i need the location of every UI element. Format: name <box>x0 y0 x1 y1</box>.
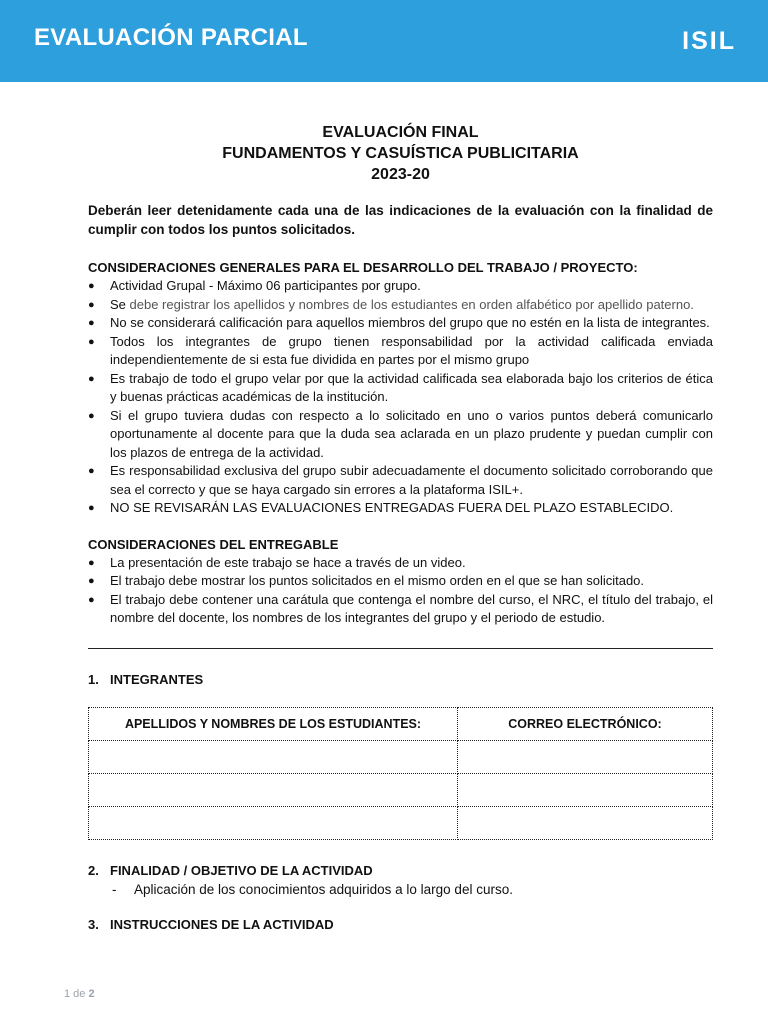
list-item: ● El trabajo debe contener una carátula que contenga el nombre del curso, el NRC, el título del trabajo, el nombre del docente, los nombres de los integrantes del grupo y el periodo de estudio. <box>88 591 713 625</box>
intro-paragraph: Deberán leer detenidamente cada una de las indicaciones de la evaluación con la finalidad de cumplir con todos los puntos solicitados. <box>88 203 713 237</box>
page-header <box>0 0 768 82</box>
section-number: 3. <box>88 916 99 932</box>
student-name-cell[interactable] <box>89 806 458 839</box>
students-name-header: APELLIDOS Y NOMBRES DE LOS ESTUDIANTES: <box>89 707 458 740</box>
document-body <box>88 122 713 934</box>
bullet-icon: ● <box>88 335 95 348</box>
bullet-icon: ● <box>88 298 95 311</box>
student-email-cell[interactable] <box>458 806 713 839</box>
page-number: 1 de 2 <box>64 988 95 1000</box>
email-header: CORREO ELECTRÓNICO: <box>458 707 713 740</box>
students-table <box>88 707 713 840</box>
list-item: ● El trabajo debe mostrar los puntos solicitados en el mismo orden en el que se han solicitado. <box>88 572 713 591</box>
title-line-2: FUNDAMENTOS Y CASUÍSTICA PUBLICITARIA <box>222 145 579 162</box>
bullet-icon: ● <box>88 372 95 385</box>
bullet-icon: ● <box>88 575 95 587</box>
list-item: ● NO SE REVISARÁN LAS EVALUACIONES ENTREGADAS FUERA DEL PLAZO ESTABLECIDO. <box>88 499 713 518</box>
isil-logo: ISIL <box>682 27 736 55</box>
header-title: EVALUACIÓN PARCIAL <box>34 24 308 51</box>
list-item: ● Todos los integrantes de grupo tienen responsabilidad por la actividad calificada enviada independientemente de si esta fue dividida en partes por el mismo grupo <box>88 333 713 367</box>
section-instructions-heading <box>88 916 713 934</box>
title-line-1: EVALUACIÓN FINAL <box>322 124 479 141</box>
bullet-icon: ● <box>88 502 95 514</box>
general-considerations-list <box>88 277 713 518</box>
table-row <box>89 740 713 773</box>
table-row <box>89 806 713 839</box>
list-item: ● Si el grupo tuviera dudas con respecto a lo solicitado en uno o varios puntos deberá comunicarlo oportunamente al docente para que la duda sea aclarada en un plazo prudente y puedan cumplir con los plazos de entrega de la actividad. <box>88 407 713 460</box>
section-title: INTEGRANTES <box>110 671 204 687</box>
student-email-cell[interactable] <box>458 773 713 806</box>
student-name-cell[interactable] <box>89 773 458 806</box>
list-item: ● Es responsabilidad exclusiva del grupo subir adecuadamente el documento solicitado corroborando que sea el correcto y que se haya cargado sin errores a la plataforma ISIL+. <box>88 463 713 497</box>
bullet-icon: ● <box>88 465 95 477</box>
section-integrantes-heading <box>88 671 713 689</box>
dash-marker: - <box>112 881 117 897</box>
list-item: ● Se debe registrar los apellidos y nombres de los estudiantes en orden alfabético por apellido paterno. <box>88 296 713 315</box>
table-header-row <box>89 707 713 740</box>
section-number: 2. <box>88 862 99 878</box>
bullet-icon: ● <box>88 409 95 422</box>
student-name-cell[interactable] <box>89 740 458 773</box>
list-item: ● No se considerará calificación para aquellos miembros del grupo que no estén en la lista de integrantes. <box>88 314 713 333</box>
bullet-icon: ● <box>88 280 95 292</box>
section-objective-heading <box>88 862 713 880</box>
general-considerations-heading: CONSIDERACIONES GENERALES PARA EL DESARROLLO DEL TRABAJO / PROYECTO: <box>88 260 638 275</box>
section-title: INSTRUCCIONES DE LA ACTIVIDAD <box>110 916 334 932</box>
list-item: ● Es trabajo de todo el grupo velar por que la actividad calificada sea elaborada bajo los criterios de ética y buenas prácticas académicas de la institución. <box>88 370 713 404</box>
list-item: ● Actividad Grupal - Máximo 06 participantes por grupo. <box>88 277 713 296</box>
list-item: ● La presentación de este trabajo se hace a través de un video. <box>88 554 713 573</box>
student-email-cell[interactable] <box>458 740 713 773</box>
objective-item: - Aplicación de los conocimientos adquiridos a lo largo del curso. <box>88 880 713 900</box>
deliverable-considerations-list <box>88 554 713 628</box>
bullet-icon: ● <box>88 593 95 606</box>
document-title <box>88 122 713 185</box>
table-row <box>89 773 713 806</box>
section-title: FINALIDAD / OBJETIVO DE LA ACTIVIDAD <box>110 862 373 878</box>
title-line-3: 2023-20 <box>371 166 430 183</box>
bullet-icon: ● <box>88 317 95 329</box>
section-number: 1. <box>88 671 99 687</box>
section-divider <box>88 648 713 649</box>
bullet-icon: ● <box>88 556 95 569</box>
deliverable-considerations-heading: CONSIDERACIONES DEL ENTREGABLE <box>88 536 339 552</box>
